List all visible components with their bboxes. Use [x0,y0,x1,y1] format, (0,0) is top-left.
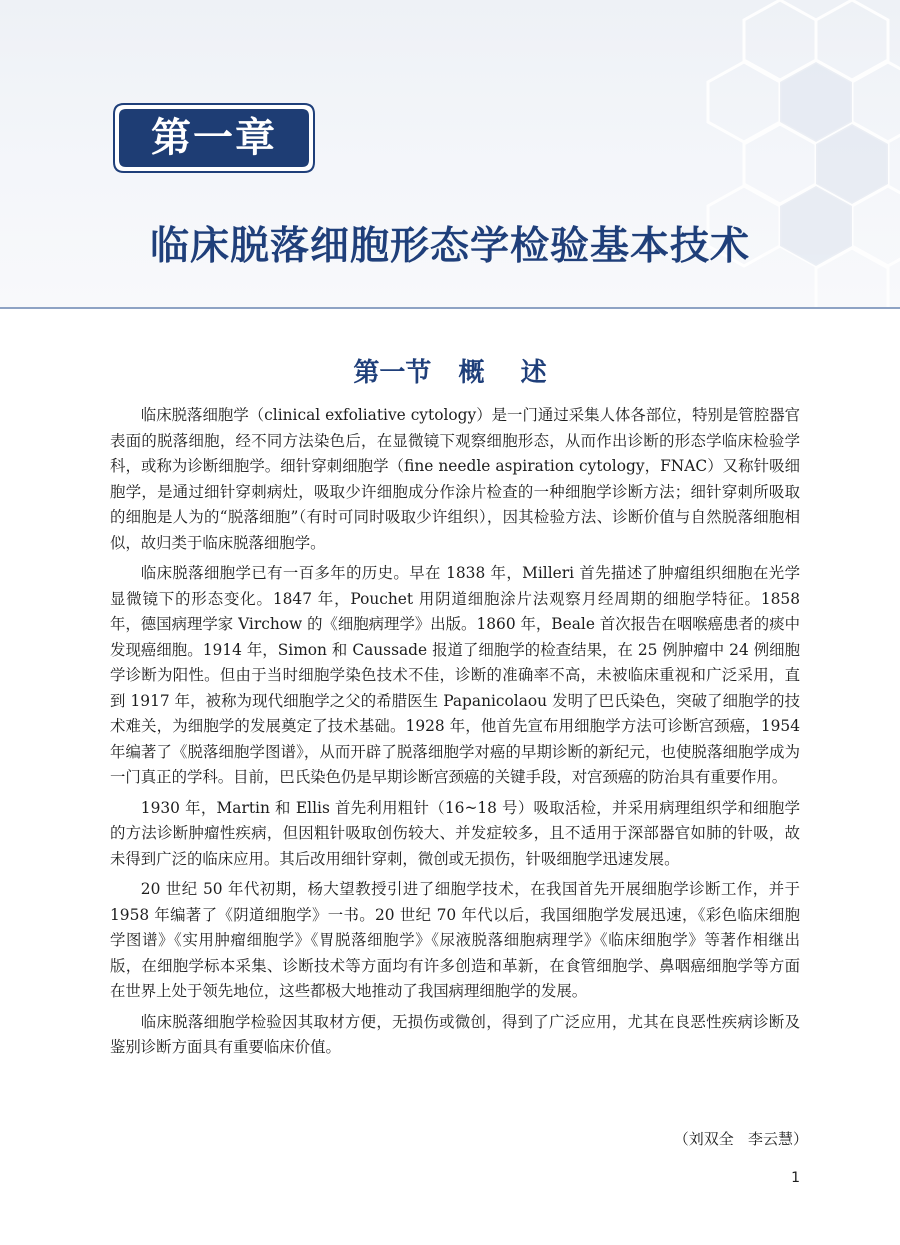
page-number: 1 [791,1170,800,1186]
chapter-title: 临床脱落细胞形态学检验基本技术 [149,224,750,269]
paragraph-5: 临床脱落细胞学检验因其取材方便，无损伤或微创，得到了广泛应用，尤其在良恶性疾病诊断及鉴别诊断方面具有重要临床价值。 [110,1012,800,1056]
section-title: 第一节 概 述 [353,358,547,388]
authors-credit: （刘双全 李云慧） [673,1130,808,1148]
paragraph-2: 临床脱落细胞学已有一百多年的历史。早在 1838 年，Milleri 首先描述了肿瘤组织细胞在光学显微镜下的形态变化。1847 年，Pouchet 用阴道细胞涂片法观察月经周期的细胞学特征。1858 年，德国病理学家 Virchow 的《细胞病理学》出版。1860 年，Beale 首次报告在咽喉癌患者的痰中发现癌细胞。1914 年，Simon 和 Caussade 报道了细胞学的检查结果，在 25 例肿瘤中 24 例细胞学诊断为阳性。但由于当时细胞学染色技术不佳，诊断的准确率不高，未被临床重视和广泛采用，直到 1917 年，被称为现代细胞学之父的希腊医生 Papanicolaou 发明了巴氏染色，突破了细胞学的技术难关，为细胞学的发展奠定了技术基础。1928 年，他首先宣布用细胞学方法可诊断宫颈癌，1954 年编著了《脱落细胞学图谱》，从而开辟了脱落细胞学对癌的早期诊断的新纪元，也使脱落细胞学成为一门真正的学科。目前，巴氏染色仍是早期诊断宫颈癌的关键手段，对宫颈癌的防治具有重要作用。 [110,564,800,786]
header-divider-line [0,307,900,309]
paragraph-3: 1930 年，Martin 和 Ellis 首先利用粗针（16~18 号）吸取活检，并采用病理组织学和细胞学的方法诊断肿瘤性疾病，但因粗针吸取创伤较大、并发症较多，且不适用于深部器官如肺的针吸，故未得到广泛的临床应用。其后改用细针穿刺，微创或无损伤，针吸细胞学迅速发展。 [110,798,800,868]
chapter-badge [110,100,318,176]
body-text [110,403,800,1066]
paragraph-1: 临床脱落细胞学（clinical exfoliative cytology）是一门通过采集人体各部位，特别是管腔器官表面的脱落细胞，经不同方法染色后，在显微镜下观察细胞形态，从而作出诊断的形态学临床检验学科，或称为诊断细胞学。细针穿刺细胞学（fine needle aspiration cytology，FNAC）又称针吸细胞学，是通过细针穿刺病灶，吸取少许细胞成分作涂片检查的一种细胞学诊断方法；细针穿刺所吸取的细胞是人为的“脱落细胞”（有时可同时吸取少许组织），因其检验方法、诊断价值与自然脱落细胞相似，故归类于临床脱落细胞学。 [110,406,800,552]
chapter-number-label: 第一章 [151,114,277,161]
paragraph-4: 20 世纪 50 年代初期，杨大望教授引进了细胞学技术，在我国首先开展细胞学诊断工作，并于 1958 年编著了《阴道细胞学》一书。20 世纪 70 年代以后，我国细胞学发展迅速，《彩色临床细胞学图谱》《实用肿瘤细胞学》《胃脱落细胞学》《尿液脱落细胞病理学》《临床细胞学》等著作相继出版，在细胞学标本采集、诊断技术等方面均有许多创造和革新，在食管细胞学、鼻咽癌细胞学等方面在世界上处于领先地位，这些都极大地推动了我国病理细胞学的发展。 [110,880,800,1000]
